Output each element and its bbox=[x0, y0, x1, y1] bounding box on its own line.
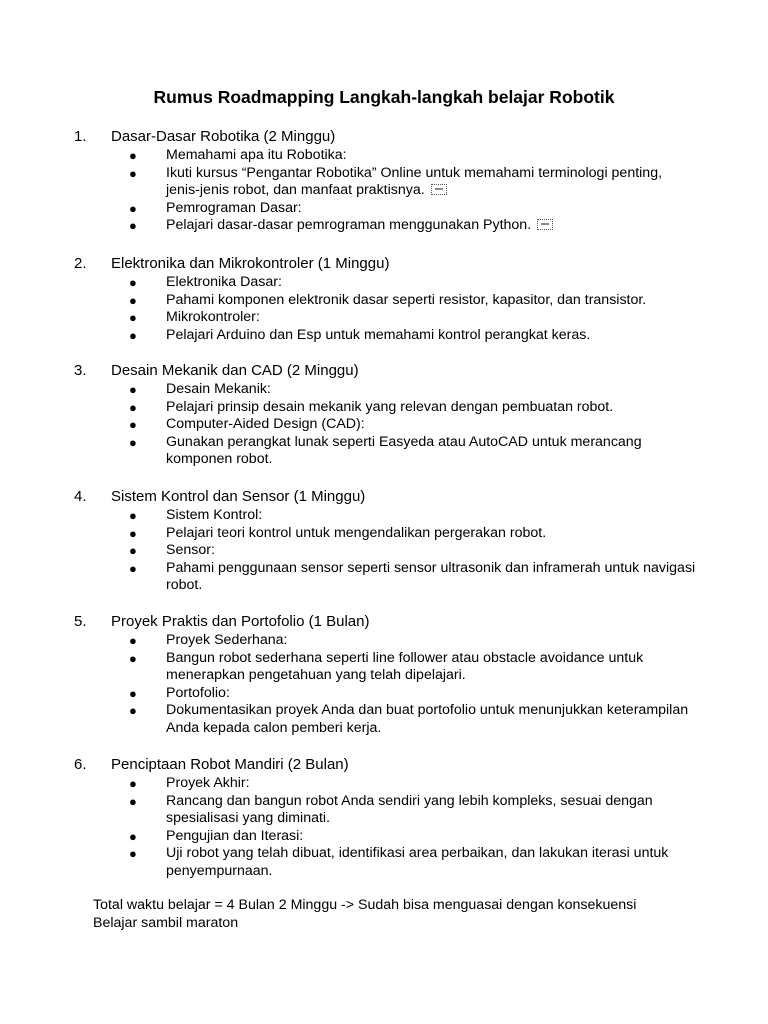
list-item-text: Pahami komponen elektronik dasar seperti resistor, kapasitor, dan transistor. bbox=[166, 291, 647, 308]
bullet-list bbox=[0, 274, 768, 344]
section-number: 6. bbox=[74, 756, 87, 773]
list-item bbox=[0, 845, 768, 880]
list-item-text: Pelajari dasar-dasar pemrograman menggunakan Python. bbox=[166, 217, 532, 234]
bullet-icon: ● bbox=[129, 525, 137, 541]
section-number: 1. bbox=[74, 128, 87, 145]
section-5 bbox=[0, 611, 768, 738]
bullet-list bbox=[0, 147, 768, 235]
list-item bbox=[0, 632, 768, 650]
list-item-text: Dokumentasikan proyek Anda dan buat portofolio untuk menunjukkan keterampilan Anda kepada calon pemberi kerja. bbox=[166, 702, 689, 736]
list-item-text: Proyek Akhir: bbox=[166, 775, 250, 791]
list-item bbox=[0, 217, 768, 235]
footer-line-2: Belajar sambil maraton bbox=[93, 915, 239, 931]
list-item-text: Pelajari Arduino dan Esp untuk memahami kontrol perangkat keras. bbox=[166, 326, 591, 343]
list-item bbox=[0, 793, 768, 828]
section-number: 2. bbox=[74, 255, 87, 272]
list-item bbox=[0, 434, 768, 469]
list-item bbox=[0, 685, 768, 703]
bullet-icon: ● bbox=[129, 650, 137, 666]
bullet-list bbox=[0, 775, 768, 881]
list-item-text: Elektronika Dasar: bbox=[166, 274, 282, 290]
list-item bbox=[0, 650, 768, 685]
bullet-icon: ● bbox=[129, 310, 137, 326]
list-item-text: Pahami penggunaan sensor seperti sensor ultrasonik dan inframerah untuk navigasi robot. bbox=[166, 559, 696, 594]
bullet-icon: ● bbox=[129, 633, 137, 648]
list-item bbox=[0, 828, 768, 846]
page-title: Rumus Roadmapping Langkah-langkah belajar Robotik bbox=[153, 87, 615, 107]
list-item bbox=[0, 147, 768, 165]
bullet-icon: ● bbox=[129, 560, 137, 576]
list-item bbox=[0, 165, 768, 200]
list-item bbox=[0, 507, 768, 525]
section-2 bbox=[0, 253, 768, 344]
list-item bbox=[0, 309, 768, 327]
list-item-text: Pemrograman Dasar: bbox=[166, 199, 302, 216]
list-item-text: Pelajari prinsip desain mekanik yang relevan dengan pembuatan robot. bbox=[166, 398, 614, 415]
section-number: 5. bbox=[74, 613, 87, 630]
list-item-text: Desain Mekanik: bbox=[166, 381, 271, 397]
list-item-text: Rancang dan bangun robot Anda sendiri yang lebih kompleks, sesuai dengan spesialisasi yang diminati. bbox=[166, 792, 653, 827]
bullet-icon: ● bbox=[129, 846, 137, 862]
section-4 bbox=[0, 486, 768, 595]
placeholder-glyph-icon bbox=[431, 184, 447, 195]
section-heading-text: Elektronika dan Mikrokontroler (1 Minggu) bbox=[111, 255, 390, 272]
bullet-list bbox=[0, 632, 768, 738]
section-number: 3. bbox=[74, 362, 87, 379]
bullet-icon: ● bbox=[129, 327, 137, 343]
list-item bbox=[0, 702, 768, 737]
list-item-text: Computer-Aided Design (CAD): bbox=[166, 416, 365, 433]
bullet-icon: ● bbox=[129, 703, 137, 719]
section-heading-text: Sistem Kontrol dan Sensor (1 Minggu) bbox=[111, 488, 366, 505]
bullet-icon: ● bbox=[129, 828, 137, 844]
list-item-text: Mikrokontroler: bbox=[166, 309, 260, 326]
section-heading-text: Proyek Praktis dan Portofolio (1 Bulan) bbox=[111, 613, 370, 630]
bullet-icon: ● bbox=[129, 417, 137, 433]
section-heading-text: Dasar-Dasar Robotika (2 Minggu) bbox=[111, 128, 336, 145]
list-item-text: Pelajari teori kontrol untuk mengendalikan pergerakan robot. bbox=[166, 524, 547, 541]
list-item bbox=[0, 381, 768, 399]
bullet-icon: ● bbox=[129, 292, 137, 308]
bullet-icon: ● bbox=[129, 200, 137, 216]
list-item-text: Sistem Kontrol: bbox=[166, 507, 263, 523]
footer-note bbox=[93, 896, 713, 932]
list-item bbox=[0, 274, 768, 292]
list-item bbox=[0, 560, 768, 595]
section-heading bbox=[0, 253, 768, 274]
section-heading bbox=[0, 611, 768, 632]
bullet-icon: ● bbox=[129, 508, 137, 523]
list-item-text: Gunakan perangkat lunak seperti Easyeda atau AutoCAD untuk merancang komponen robot. bbox=[166, 433, 642, 468]
list-item bbox=[0, 542, 768, 560]
list-item-text: Memahami apa itu Robotika: bbox=[166, 147, 347, 163]
bullet-icon: ● bbox=[129, 434, 137, 450]
list-item-text: Uji robot yang telah dibuat, identifikasi area perbaikan, dan lakukan iterasi untuk penyempurnaan. bbox=[166, 845, 669, 879]
bullet-icon: ● bbox=[129, 543, 137, 559]
section-heading-text: Penciptaan Robot Mandiri (2 Bulan) bbox=[111, 756, 349, 773]
bullet-icon: ● bbox=[129, 218, 137, 234]
bullet-list bbox=[0, 381, 768, 469]
bullet-icon: ● bbox=[129, 382, 137, 397]
list-item-text: Ikuti kursus “Pengantar Robotika” Online untuk memahami terminologi penting, jenis-jenis robot, dan manfaat praktisnya. bbox=[166, 164, 663, 199]
section-3 bbox=[0, 360, 768, 469]
footer-line-1: Total waktu belajar = 4 Bulan 2 Minggu -> Sudah bisa menguasai dengan konsekuensi bbox=[93, 897, 637, 913]
list-item-text: Proyek Sederhana: bbox=[166, 632, 288, 648]
section-6 bbox=[0, 754, 768, 881]
bullet-icon: ● bbox=[129, 685, 137, 701]
section-heading-text: Desain Mekanik dan CAD (2 Minggu) bbox=[111, 362, 359, 379]
placeholder-glyph-icon bbox=[537, 219, 553, 230]
list-item bbox=[0, 292, 768, 310]
list-item bbox=[0, 416, 768, 434]
bullet-icon: ● bbox=[129, 793, 137, 809]
section-heading bbox=[0, 360, 768, 381]
bullet-icon: ● bbox=[129, 275, 137, 290]
list-item bbox=[0, 525, 768, 543]
section-number: 4. bbox=[74, 488, 87, 505]
list-item-text: Sensor: bbox=[166, 542, 215, 559]
section-heading bbox=[0, 754, 768, 775]
list-item bbox=[0, 399, 768, 417]
bullet-icon: ● bbox=[129, 399, 137, 415]
bullet-icon: ● bbox=[129, 776, 137, 791]
bullet-icon: ● bbox=[129, 148, 137, 163]
list-item bbox=[0, 775, 768, 793]
list-item-text: Portofolio: bbox=[166, 684, 230, 701]
list-item-text: Pengujian dan Iterasi: bbox=[166, 827, 304, 844]
list-item-text: Bangun robot sederhana seperti line follower atau obstacle avoidance untuk menerapkan pengetahuan yang telah dipelajari. bbox=[166, 649, 644, 684]
section-1 bbox=[0, 126, 768, 235]
list-item bbox=[0, 327, 768, 345]
section-heading bbox=[0, 486, 768, 507]
bullet-icon: ● bbox=[129, 165, 137, 181]
section-heading bbox=[0, 126, 768, 147]
list-item bbox=[0, 200, 768, 218]
bullet-list bbox=[0, 507, 768, 595]
